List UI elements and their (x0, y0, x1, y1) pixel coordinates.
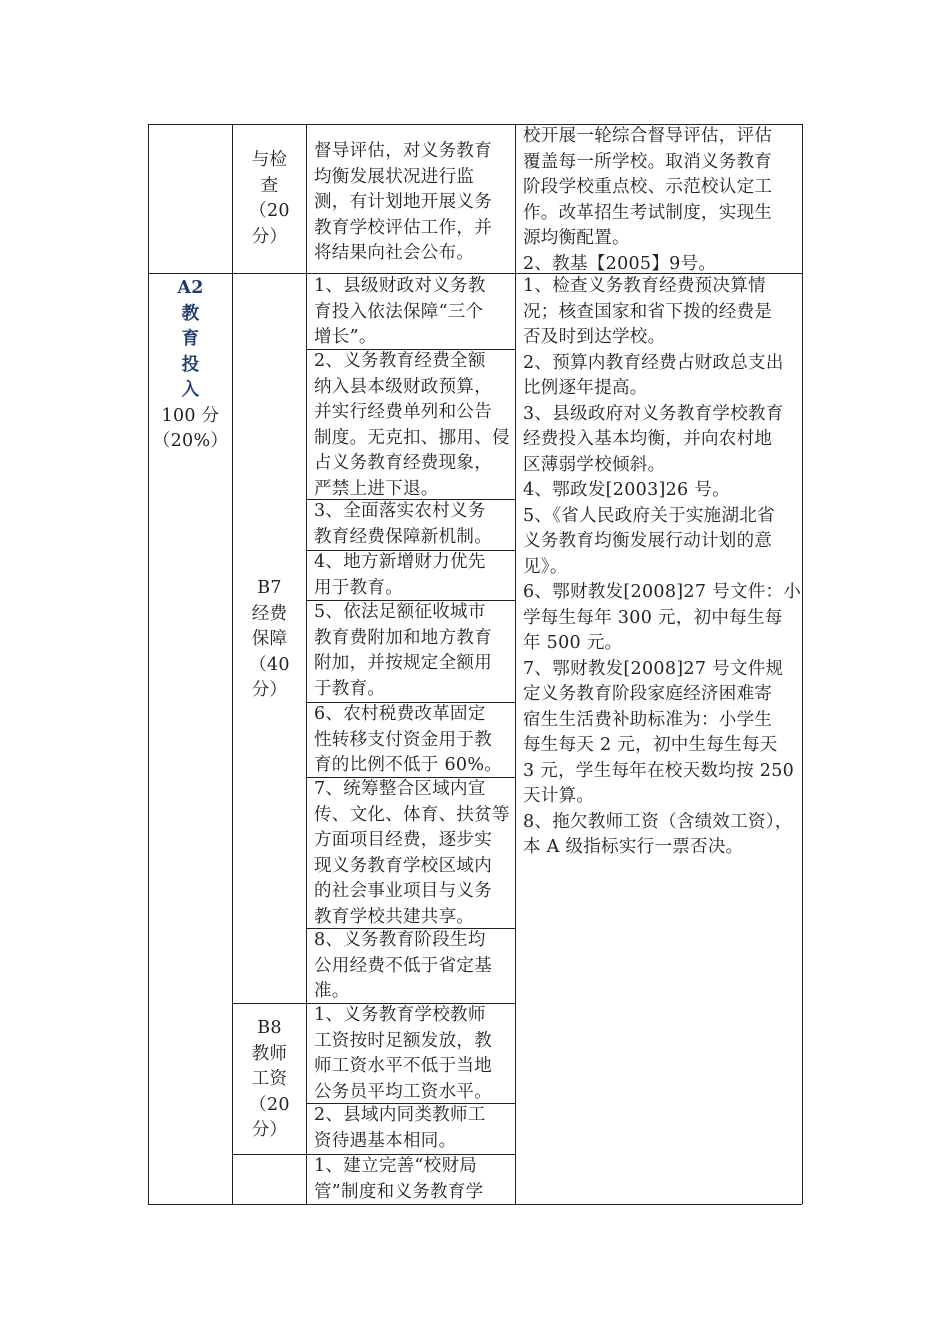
text-line: 比例逐年提高。 (523, 378, 648, 398)
text-line: 定义务教育阶段家庭经济困难寄 (523, 684, 773, 704)
text-line: 况；核查国家和省下拨的经费是 (523, 301, 773, 322)
text-line: 2、教基【2005】9号。 (523, 253, 717, 274)
b8-indicator-label (233, 1016, 306, 1144)
text-line: 3、全面落实农村义务 (314, 501, 486, 521)
text-line: 6、农村税费改革固定 (314, 704, 486, 724)
text-line: 4、鄂政发[2003]26 号。 (523, 480, 730, 500)
text-line: 师工资水平不低于当地 (314, 1056, 492, 1076)
text-line: 并实行经费单列和公告 (314, 402, 492, 422)
text-line: 的社会事业项目与义务 (314, 881, 492, 901)
label-line: 工资 (251, 1069, 288, 1089)
text-line: 3 元，学生每年在校天数均按 250 (523, 760, 795, 781)
text-line: 7、鄂财教发[2008]27 号文件规 (523, 658, 784, 679)
text-line: 学每生每年 300 元，初中每生每 (523, 607, 783, 628)
text-line: 作。改革招生考试制度，实现生 (523, 202, 773, 223)
text-line: 2、预算内教育经费占财政总支出 (523, 352, 784, 373)
text-line: 8、拖欠教师工资（含绩效工资）， (523, 811, 793, 832)
label-line: 经费 (251, 603, 288, 624)
criteria-cell (314, 499, 492, 550)
text-line: 区薄弱学校倾斜。 (523, 454, 666, 475)
criteria-cell (314, 349, 510, 502)
label-line: 查 (260, 175, 279, 196)
text-line: 1、检查义务教育经费预决算情 (523, 276, 766, 296)
text-line: 教育学校共建共享。 (314, 906, 475, 927)
text-line: 5、依法足额征收城市 (314, 602, 486, 622)
label-line: 教师 (251, 1043, 288, 1064)
text-line: 校开展一轮综合督导评估，评估 (523, 126, 773, 146)
text-line: 资待遇基本相同。 (314, 1130, 457, 1151)
text-line: 管”制度和义务教育学 (314, 1181, 484, 1202)
notes-cell (523, 124, 772, 277)
text-line: 本 A 级指标实行一票否决。 (523, 837, 744, 857)
text-line: 8、义务教育阶段生均 (314, 930, 486, 950)
text-line: 源均衡配置。 (523, 228, 630, 248)
a2-title-char: 育 (181, 329, 200, 349)
table-border-right (802, 124, 803, 1204)
column-divider (306, 124, 307, 1204)
text-line: 公务员平均工资水平。 (314, 1081, 492, 1102)
text-line: 均衡发展状况进行监 (314, 166, 475, 187)
column-divider (515, 124, 516, 1204)
text-line: 于教育。 (314, 678, 386, 699)
criteria-cell (314, 600, 492, 702)
label-line: 分） (251, 680, 288, 700)
criteria-cell (314, 1103, 486, 1154)
criteria-cell (314, 702, 502, 779)
text-line: 1、建立完善“校财局 (314, 1156, 478, 1176)
b-indicator-label (233, 148, 306, 250)
text-line: 测，有计划地开展义务 (314, 192, 492, 212)
text-line: 传、文化、体育、扶贫等 (314, 804, 510, 825)
text-line: 严禁上进下退。 (314, 478, 439, 499)
b7-indicator-label (233, 576, 306, 704)
label-line: （20 (249, 1094, 290, 1115)
criteria-cell (314, 139, 492, 267)
text-line: 1、义务教育学校教师 (314, 1005, 486, 1025)
text-line: 教育费附加和地方教育 (314, 627, 492, 648)
label-line: 分） (251, 226, 288, 247)
text-line: 覆盖每一所学校。取消义务教育 (523, 151, 773, 172)
text-line: 否及时到达学校。 (523, 327, 666, 347)
text-line: 教育学校评估工作，并 (314, 217, 492, 238)
text-line: 育的比例不低于 60%。 (314, 755, 503, 775)
text-line: 占义务教育经费现象， (314, 453, 492, 473)
text-line: 育投入依法保障“三个 (314, 301, 484, 322)
text-line: 纳入县本级财政预算， (314, 376, 492, 397)
text-line: 1、县级财政对义务教 (314, 276, 486, 296)
text-line: 方面项目经费，逐步实 (314, 830, 492, 850)
text-line: 阶段学校重点校、示范校认定工 (523, 177, 773, 197)
criteria-cell (314, 777, 510, 930)
text-line: 准。 (314, 981, 350, 1001)
text-line: 附加，并按规定全额用 (314, 653, 492, 673)
criteria-cell (314, 550, 486, 601)
a2-title-char: 投 (181, 354, 200, 375)
a2-weight: （20%） (152, 431, 229, 451)
a2-title-char: 入 (181, 380, 200, 400)
text-line: 3、县级政府对义务教育学校教育 (523, 403, 784, 424)
criteria-cell (314, 274, 486, 351)
a2-indicator-label (149, 276, 232, 455)
text-line: 公用经费不低于省定基 (314, 955, 492, 976)
label-line: B8 (257, 1018, 282, 1038)
label-line: 分） (251, 1120, 288, 1140)
notes-cell (523, 274, 801, 861)
a2-score: 100 分 (161, 405, 220, 426)
criteria-cell (314, 1154, 483, 1205)
text-line: 将结果向社会公布。 (314, 243, 475, 263)
text-line: 见》。 (523, 556, 568, 577)
text-line: 增长”。 (314, 327, 377, 347)
text-line: 2、县域内同类教师工 (314, 1105, 486, 1125)
text-line: 现义务教育学校区域内 (314, 855, 492, 876)
criteria-cell (314, 1003, 492, 1105)
label-line: （40 (249, 654, 290, 675)
label-line: （20 (249, 201, 290, 221)
a2-code: A2 (177, 278, 204, 298)
text-line: 用于教育。 (314, 577, 403, 598)
text-line: 4、地方新增财力优先 (314, 552, 486, 572)
text-line: 宿生生活费补助标准为：小学生 (523, 709, 773, 730)
a2-title-char: 教 (181, 303, 200, 324)
text-line: 义务教育均衡发展行动计划的意 (523, 531, 773, 551)
text-line: 制度。无克扣、挪用、侵 (314, 427, 510, 448)
text-line: 督导评估，对义务教育 (314, 141, 492, 161)
text-line: 经费投入基本均衡，并向农村地 (523, 429, 773, 449)
text-line: 年 500 元。 (523, 633, 623, 653)
text-line: 6、鄂财教发[2008]27 号文件：小 (523, 582, 802, 602)
text-line: 7、统筹整合区域内宣 (314, 779, 486, 799)
text-line: 2、义务教育经费全额 (314, 351, 486, 371)
text-line: 天计算。 (523, 786, 595, 806)
label-line: 保障 (251, 629, 288, 649)
text-line: 性转移支付资金用于教 (314, 729, 492, 750)
text-line: 5、《省人民政府关于实施湖北省 (523, 505, 775, 526)
label-line: 与检 (251, 150, 288, 170)
text-line: 教育经费保障新机制。 (314, 526, 492, 547)
label-line: B7 (257, 578, 282, 598)
text-line: 每生每天 2 元，初中生每生每天 (523, 735, 778, 755)
criteria-cell (314, 928, 492, 1005)
text-line: 工资按时足额发放，教 (314, 1030, 492, 1051)
